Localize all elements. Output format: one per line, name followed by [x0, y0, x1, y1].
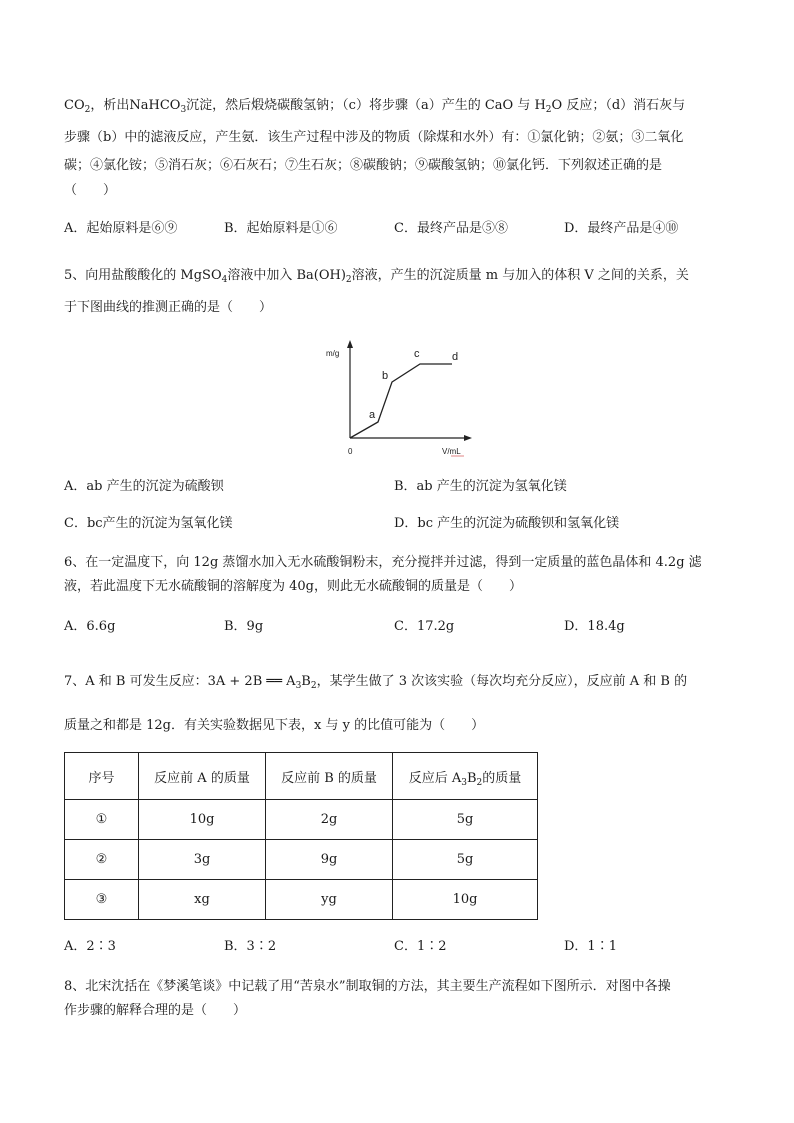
header-a-mass: 反应前 A 的质量 — [139, 753, 266, 800]
q7-line-1: 7、A 和 B 可发生反应：3A + 2B ══ $A_3B_2$，某学生做了 3 次该实验（每次均充分反应），反应前 A 和 B 的 — [64, 674, 688, 691]
q6-line-2: 液，若此温度下无水硫酸铜的溶解度为 40g，则此无水硫酸铜的质量是（ ） — [64, 579, 522, 594]
point-a: a — [369, 409, 376, 421]
q5-precipitate-graph — [318, 334, 478, 464]
q5-line-2: 于下图曲线的推测正确的是（ ） — [64, 300, 273, 315]
q4-option-b[interactable]: B．起始原料是①⑥ — [224, 221, 338, 236]
point-d: d — [452, 351, 459, 363]
q6-option-a[interactable]: A．6.6g — [64, 619, 116, 634]
q7-data-table — [64, 752, 538, 920]
q7-option-c[interactable]: C．1∶2 — [394, 939, 447, 954]
q5-option-c[interactable]: C．bc产生的沉淀为氢氧化镁 — [64, 516, 233, 531]
q4-option-c[interactable]: C．最终产品是⑤⑧ — [394, 221, 508, 236]
q5-option-a[interactable]: A．ab 产生的沉淀为硫酸钡 — [64, 479, 224, 494]
q4-option-d[interactable]: D．最终产品是④⑩ — [564, 221, 679, 236]
q7-option-d[interactable]: D．1∶1 — [564, 939, 617, 954]
y-axis-arrow — [347, 340, 353, 348]
point-c: c — [414, 348, 420, 360]
header-product-mass: 反应后 $A_3B_2$的质量 — [393, 753, 538, 800]
q4-line-2: 步骤（b）中的滤液反应，产生氨．该生产过程中涉及的物质（除煤和水外）有：①氯化钠；②氨；③二氧化 — [64, 130, 684, 145]
q5-option-b[interactable]: B．ab 产生的沉淀为氢氧化镁 — [394, 479, 567, 494]
q8-line-2: 作步骤的解释合理的是（ ） — [64, 1003, 247, 1018]
q7-option-a[interactable]: A．2∶3 — [64, 939, 116, 954]
header-b-mass: 反应前 B 的质量 — [266, 753, 393, 800]
header-index: 序号 — [65, 753, 139, 800]
q4-line-3: 碳；④氯化铵；⑤消石灰；⑥石灰石；⑦生石灰；⑧碳酸钠；⑨碳酸氢钠；⑩氯化钙．下列叙述正确的是 — [64, 158, 663, 173]
x-axis-arrow — [464, 435, 472, 441]
curve — [350, 364, 452, 438]
q4-line-1: $CO_2$，析出NaHCO$_3$沉淀，然后煅烧碳酸氢钠；（c）将步骤（a）产生的 CaO 与 $H_2O$ 反应；（d）消石灰与 — [64, 98, 686, 115]
q4-line-4: （ ） — [64, 183, 117, 198]
q7-option-b[interactable]: B．3∶2 — [224, 939, 277, 954]
q8-line-1: 8、北宋沈括在《梦溪笔谈》中记载了用“苦泉水”制取铜的方法，其主要生产流程如下图所示．对图中各操 — [64, 979, 671, 994]
q5-line-1: 5、向用盐酸酸化的 MgSO$_4$溶液中加入 $Ba(OH)_2$溶液，产生的沉淀质量 m 与加入的体积 V 之间的关系，关 — [64, 268, 689, 285]
q7-line-2: 质量之和都是 12g．有关实验数据见下表，x 与 y 的比值可能为（ ） — [64, 718, 485, 733]
origin-label: 0 — [348, 447, 353, 456]
q6-option-b[interactable]: B．9g — [224, 619, 264, 634]
q6-line-1: 6、在一定温度下，向 12g 蒸馏水加入无水硫酸铜粉末，充分搅拌并过滤，得到一定质量的蓝色晶体和 4.2g 滤 — [64, 555, 702, 570]
y-axis-label: m/g — [326, 349, 340, 358]
point-b: b — [382, 370, 389, 382]
q4-option-a[interactable]: A．起始原料是⑥⑨ — [64, 221, 178, 236]
q6-option-d[interactable]: D．18.4g — [564, 619, 625, 634]
q5-option-d[interactable]: D．bc 产生的沉淀为硫酸钡和氢氧化镁 — [394, 516, 620, 531]
x-axis-label: V/mL — [442, 447, 461, 456]
table-row: ② 3g 9g 5g — [65, 840, 538, 880]
q6-option-c[interactable]: C．17.2g — [394, 619, 455, 634]
table-row: ① 10g 2g 5g — [65, 800, 538, 840]
table-header-row — [65, 753, 538, 800]
table-row: ③ xg yg 10g — [65, 880, 538, 920]
